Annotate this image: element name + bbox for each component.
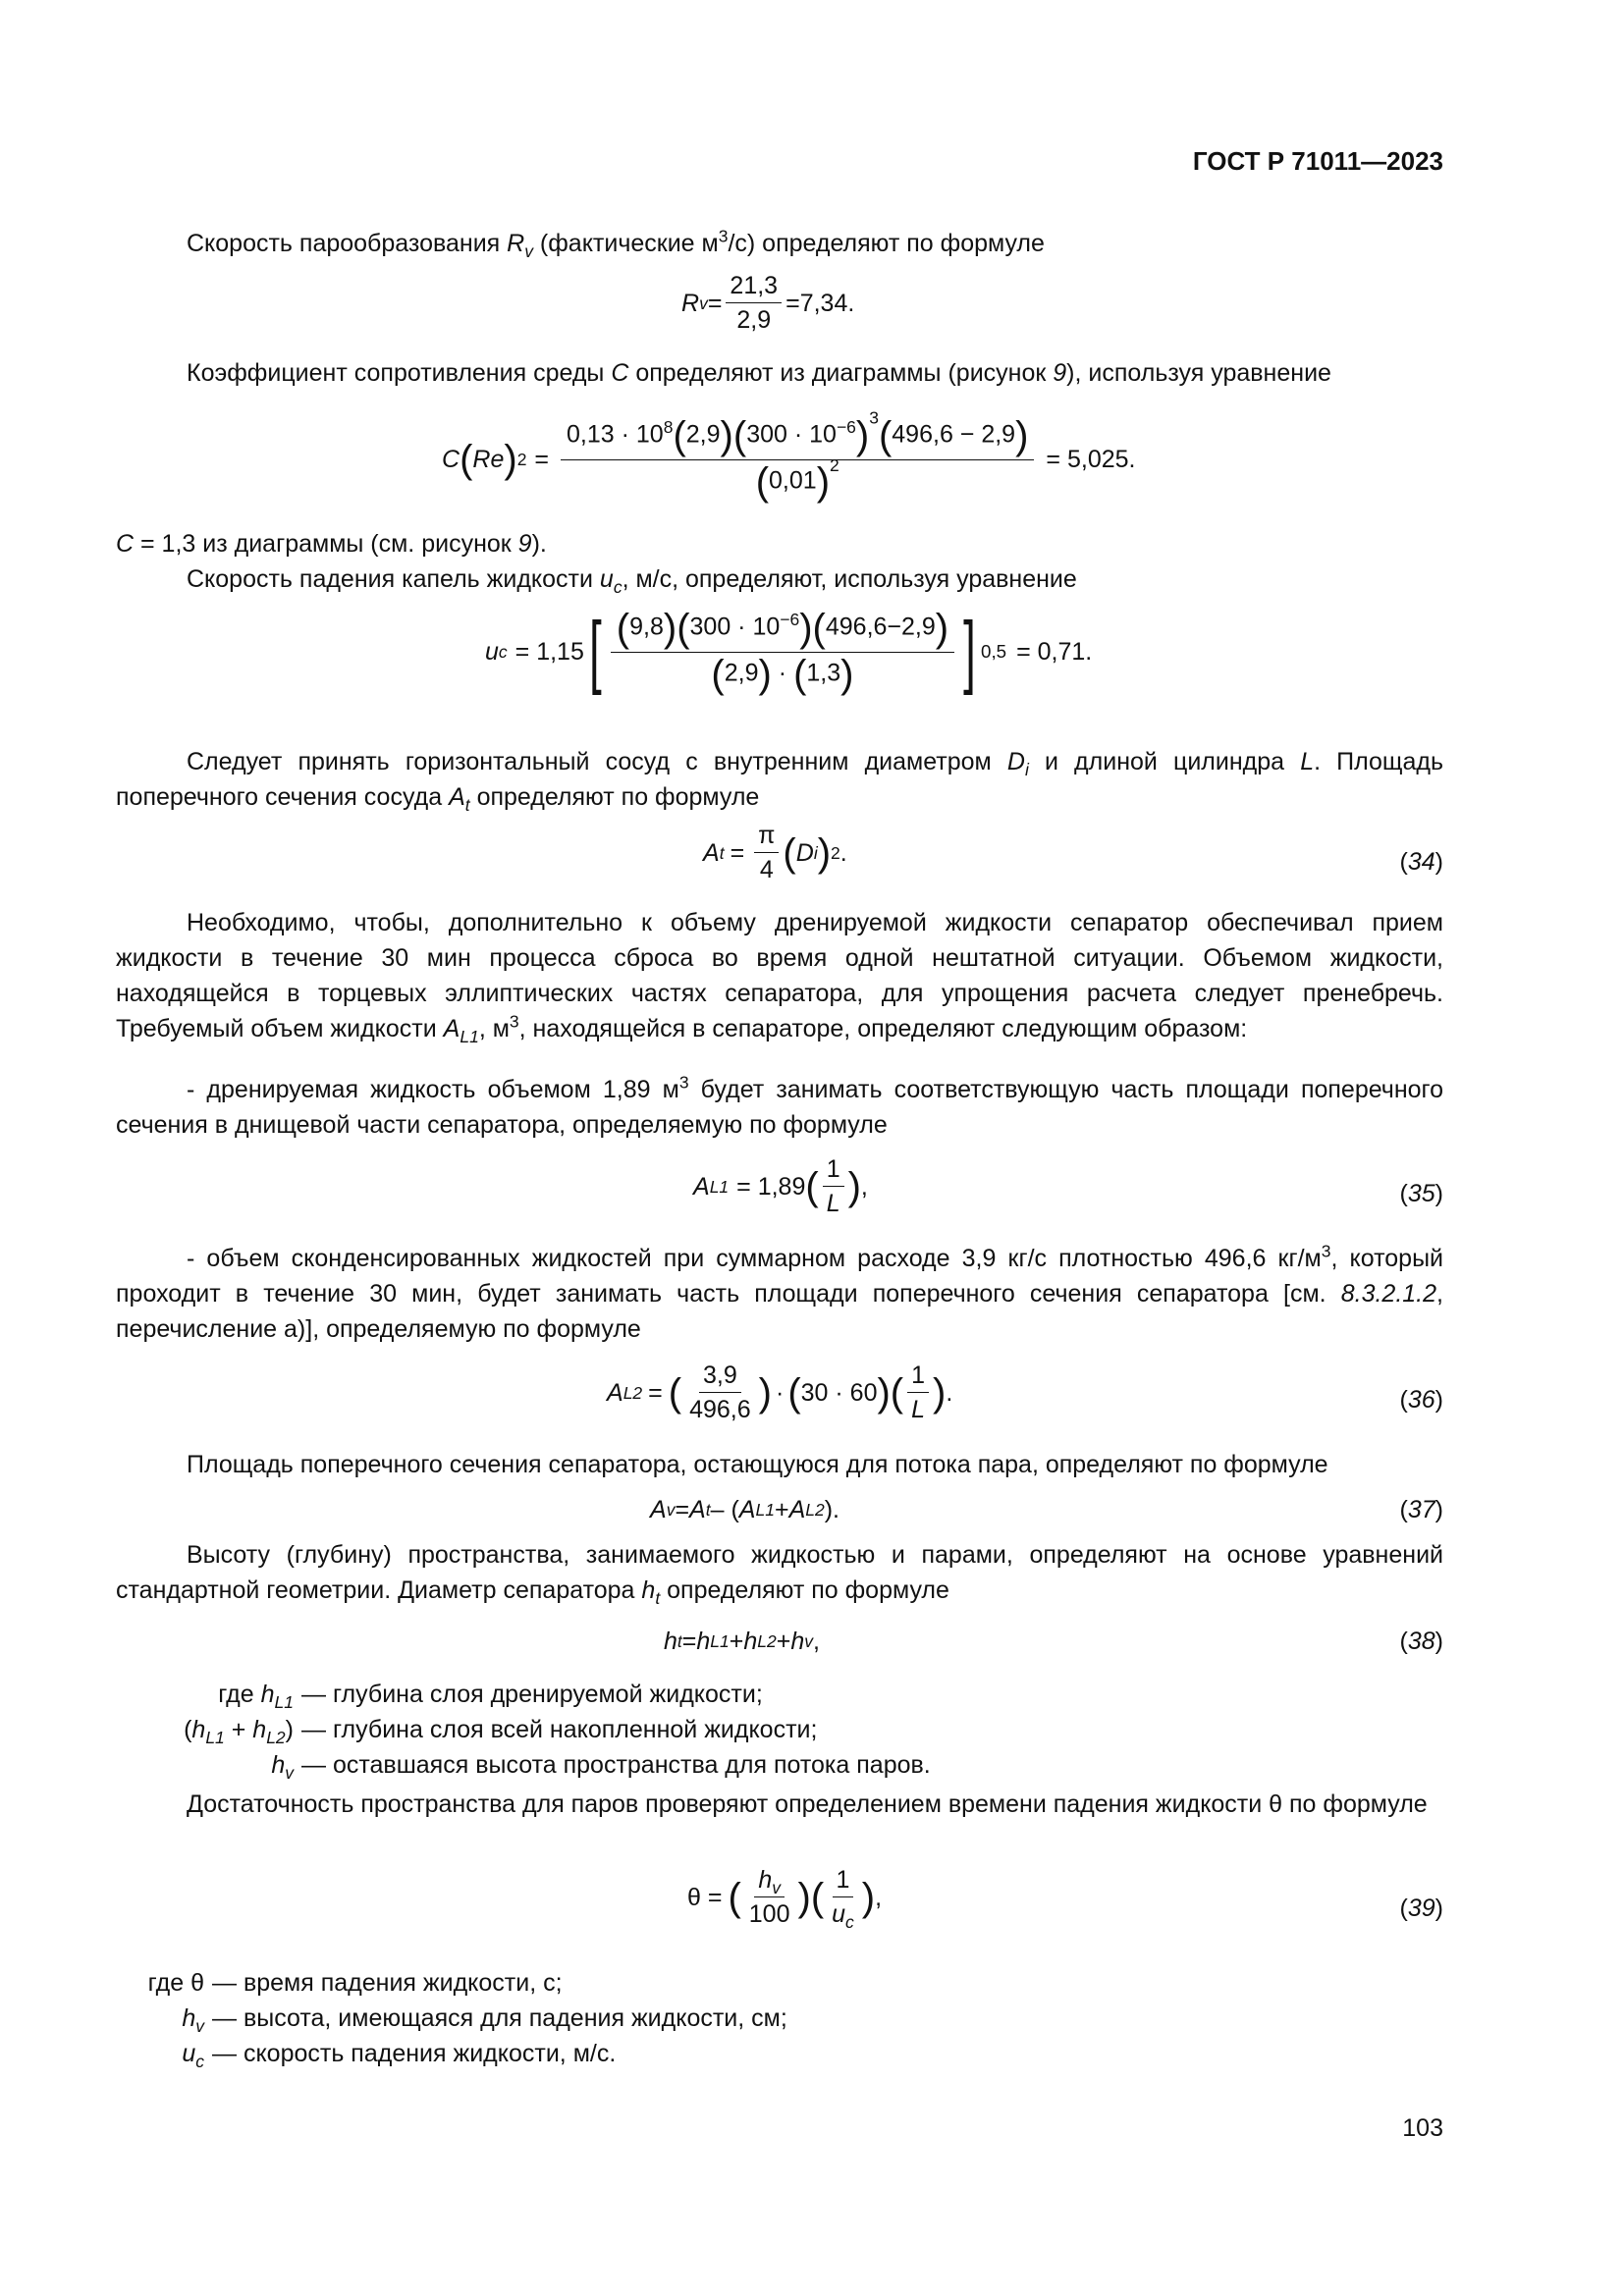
paragraph-evaporation-rate: Скорость парообразования $R_v$ (фактические $м^3/с$) определяют по формуле — [187, 226, 1045, 262]
formula-uc: u c = 1,15 [ $\frac{(9,8)(300 \cdot 10^{-6})(496,6-2,9)}{(2,9) \cdot (1,3)}$ ] 0,5 = 0,71. — [485, 606, 1093, 697]
formula-37: A v = A t – ( A L1 + A L2 ). — [650, 1496, 839, 1523]
formula-34: A t = $\frac{\pi}{4}$ ( D i ) 2 . — [703, 822, 847, 883]
equation-number-38: (38) — [1399, 1628, 1443, 1655]
paragraph-vessel: Следует принять горизонтальный сосуд с внутренним диаметром $D_i$ и длиной цилиндра L. Площадь поперечного сечения сосуда $A_t$ определяют по формуле — [116, 748, 1443, 816]
paragraph-liquid-volume: Необходимо, чтобы, дополнительно к объему дренируемой жидкости сепаратор обеспечивал прием жидкости в течение 30 мин процесса сброса во время одной нештатной ситуации. Объемом жидкости, находящейся в торцевых эллиптических частях сепаратора, для упрощения расчета следует пренебречь. Требуемый объем жидкости $A_{L1}$, $м^3$, находящейся в сепараторе, определяют следующим образом: — [116, 909, 1443, 1047]
formula-38: h t = h L1 + h L2 + h v , — [664, 1628, 820, 1655]
definition-text: — скорость падения жидкости, м/с. — [212, 2040, 617, 2067]
formula-39: θ = ( $\frac{h_v}{100}$ )( $\frac{1}{u_c}$ ) , — [687, 1866, 883, 1933]
definition-text: — время падения жидкости, с; — [212, 1969, 563, 1997]
formula-c-re: C ( Re ) 2 = $\frac{0,13 \cdot 10^8(2,9)(300 \cdot 10^{-6})^3(496,6 - 2,9)}{(0,01)^2}$ = 5,025. — [442, 407, 1136, 504]
definition-term: $h_v$ — [271, 1751, 294, 1784]
definition-term: где θ — [147, 1969, 204, 1997]
definition-text: — глубина слоя дренируемой жидкости; — [301, 1681, 763, 1708]
equation-number-36: (36) — [1399, 1386, 1443, 1414]
paragraph-drained-liquid: - дренируемая жидкость объемом 1,89 $м^3$ будет занимать соответствующую часть площади поперечного сечения в днищевой части сепаратора, определяемую по формуле — [116, 1072, 1444, 1139]
definition-term: $u_c$ — [182, 2040, 204, 2072]
formula-36: A L2 = ( $\frac{3,9}{496,6}$ ) · ( 30 · 60 )( $\frac{1}{L}$ ) . — [607, 1362, 953, 1423]
paragraph-vapor-area: Площадь поперечного сечения сепаратора, остающуюся для потока пара, определяют по формуле — [187, 1451, 1328, 1478]
paragraph-drag-coefficient: Коэффициент сопротивления среды C определяют из диаграммы (рисунок 9), используя уравнение — [187, 359, 1331, 387]
definition-term: $h_v$ — [182, 2004, 204, 2037]
standard-header: ГОСТ Р 71011—2023 — [1192, 146, 1443, 176]
paragraph-condensed-liquids: - объем сконденсированных жидкостей при суммарном расходе 3,9 кг/с плотностью 496,6 $кг/м^3$, который проходит в течение 30 мин, будет занимать часть площади поперечного сечения сепаратора [см. 8.3.2.1.2, перечисление а)], определяемую по формуле — [116, 1241, 1444, 1343]
formula-35: A L1 = 1,89 ( $\frac{1}{L}$ ) , — [693, 1155, 868, 1217]
equation-number-35: (35) — [1399, 1180, 1443, 1207]
definition-term: $(h_{L1} + h_{L2})$ — [184, 1716, 294, 1748]
definition-term: где $h_{L1}$ — [218, 1681, 294, 1713]
definition-text: — оставшаяся высота пространства для потока паров. — [301, 1751, 931, 1779]
paragraph-height: Высоту (глубину) пространства, занимаемого жидкостью и парами, определяют на основе уравнений стандартной геометрии. Диаметр сепаратора $h_t$ определяют по формуле — [116, 1541, 1443, 1609]
definition-text: — глубина слоя всей накопленной жидкости; — [301, 1716, 818, 1743]
page-number: 103 — [1402, 2114, 1443, 2142]
equation-number-39: (39) — [1399, 1895, 1443, 1922]
equation-number-34: (34) — [1399, 848, 1443, 876]
definition-text: — высота, имеющаяся для падения жидкости, см; — [212, 2004, 787, 2032]
paragraph-sufficiency: Достаточность пространства для паров проверяют определением времени падения жидкости θ по формуле — [187, 1790, 1428, 1818]
paragraph-c-value: C = 1,3 из диаграммы (см. рисунок 9). — [116, 530, 547, 558]
paragraph-droplet-velocity: Скорость падения капель жидкости $u_c$, м/с, определяют, используя уравнение — [187, 565, 1077, 598]
equation-number-37: (37) — [1399, 1496, 1443, 1523]
formula-rv: R v = $\frac{21,3}{2,9}$ =7,34. — [681, 272, 855, 334]
